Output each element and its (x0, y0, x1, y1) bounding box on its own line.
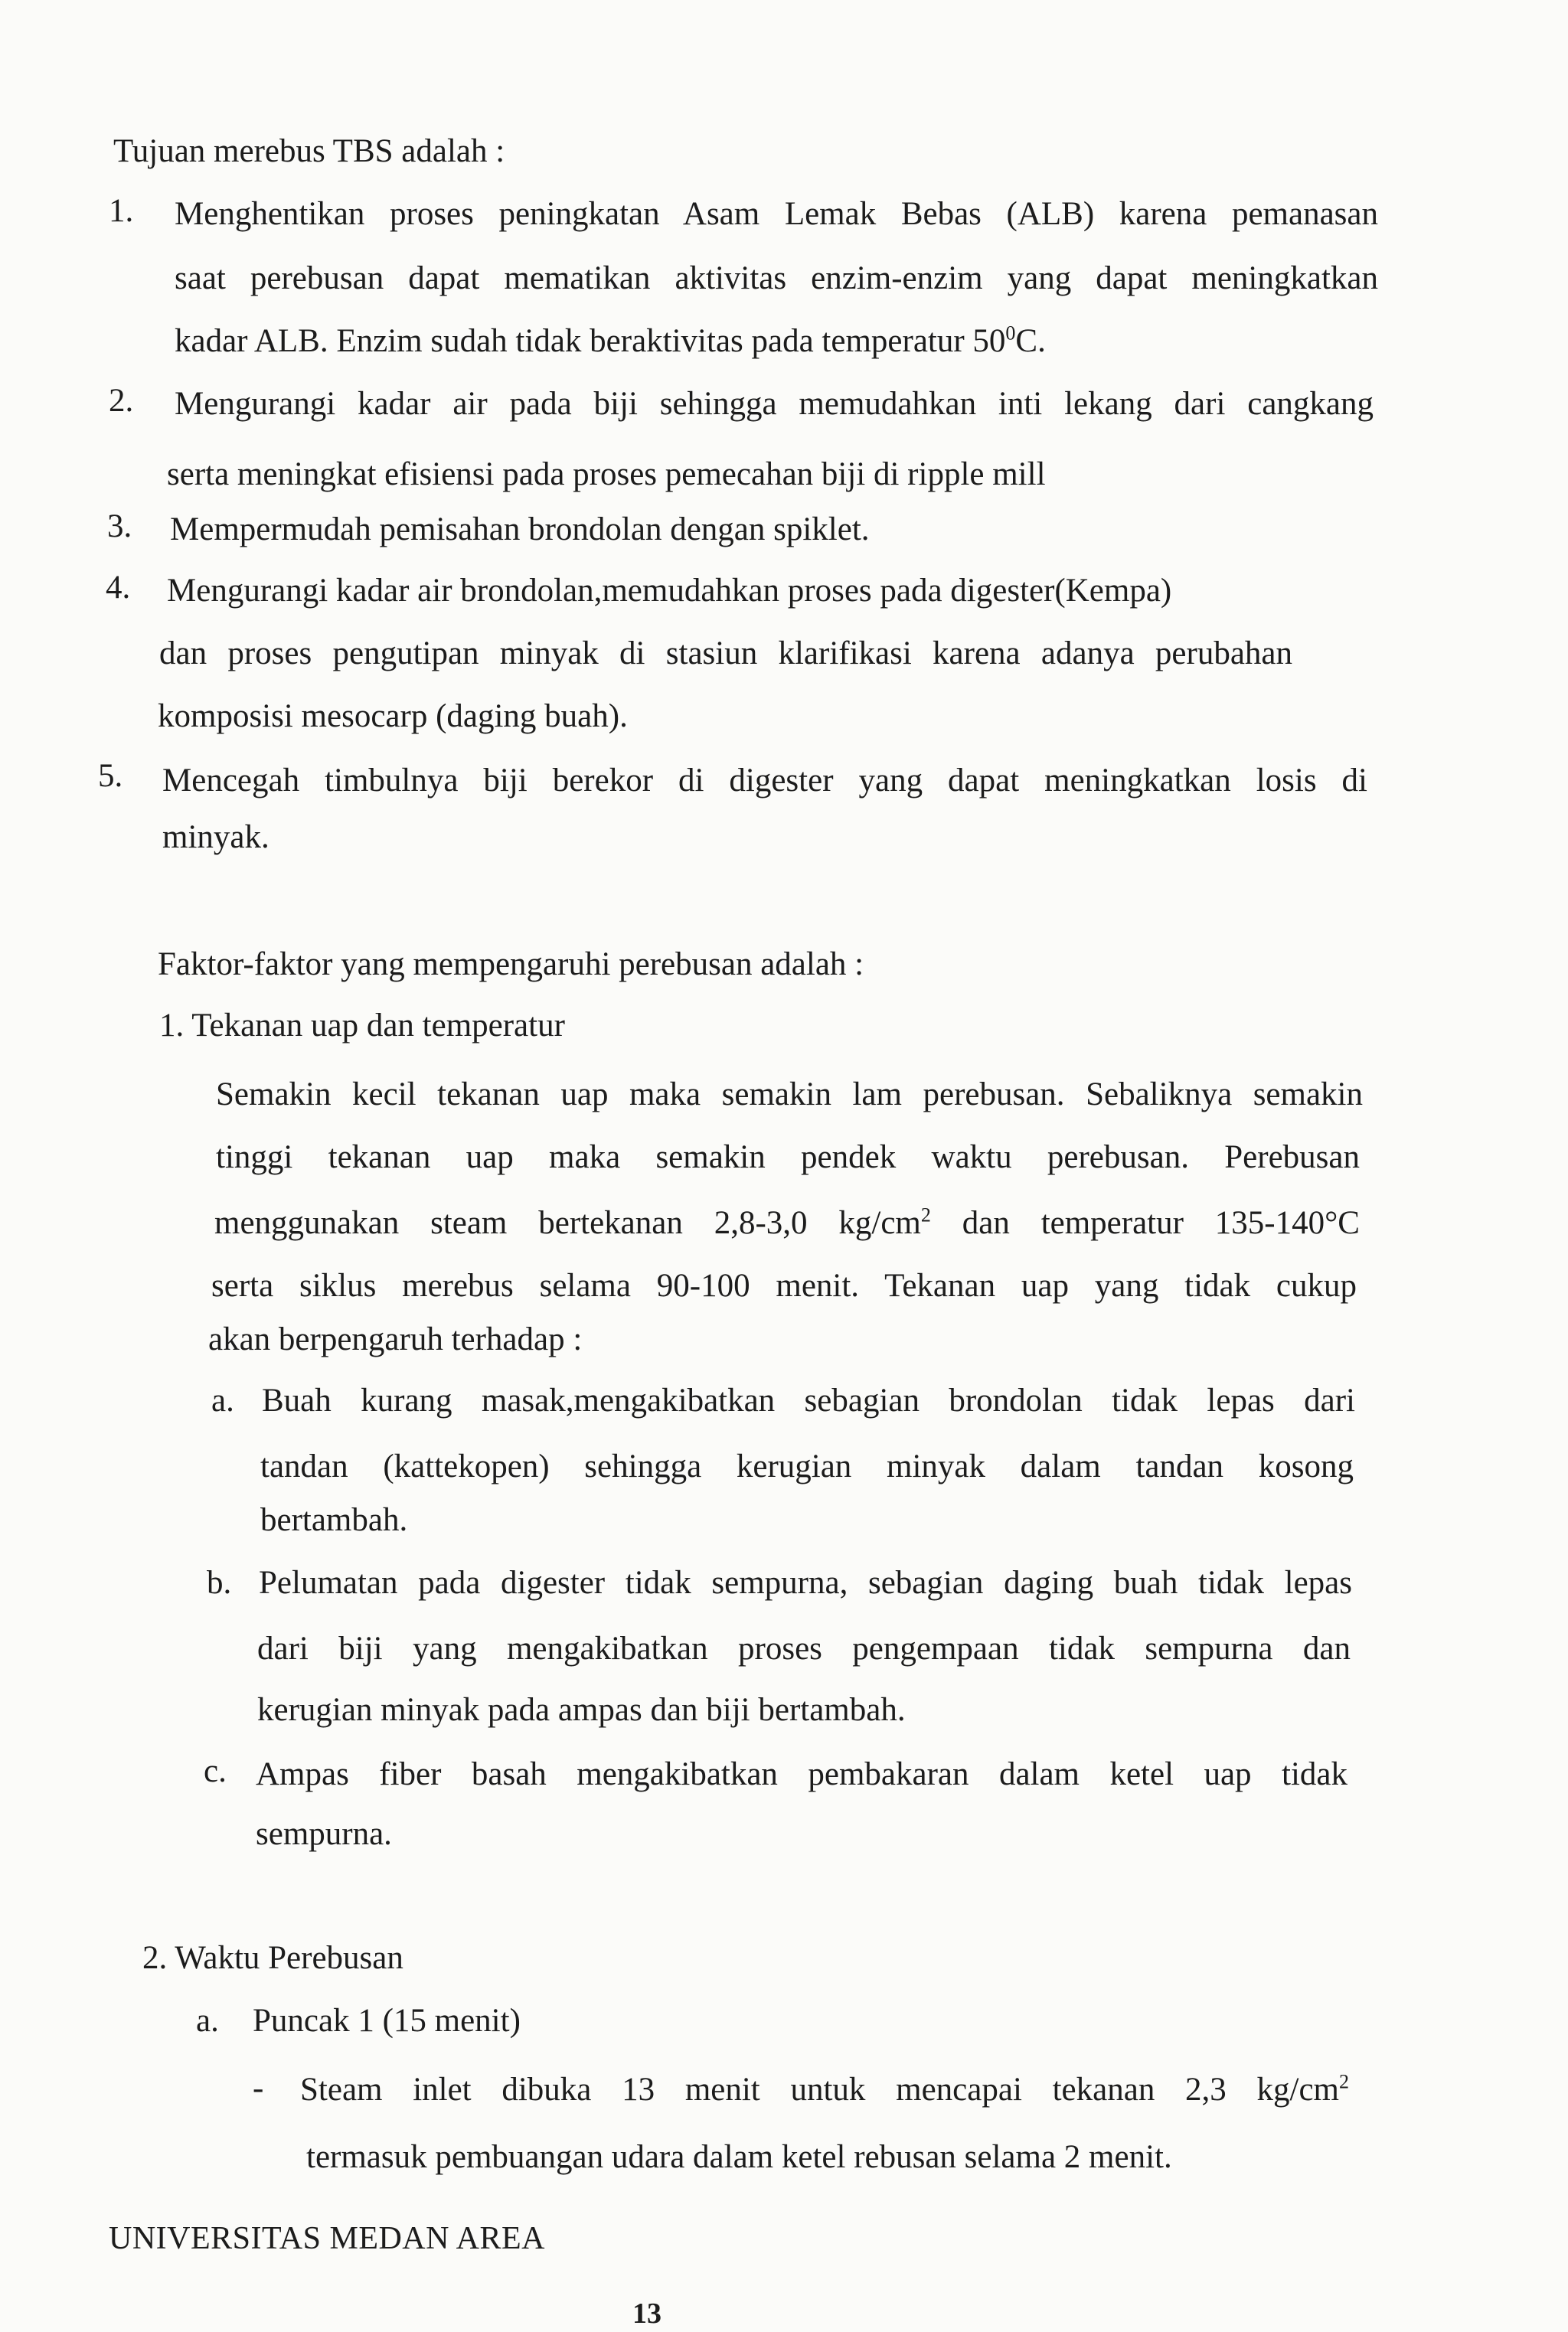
page-number: 13 (632, 2298, 662, 2330)
sub-item-text: bertambah. (260, 1502, 408, 1538)
dash-item-text: Steam inlet dibuka 13 menit untuk mencapai tekanan 2,3 $kg/cm^2$ (300, 2070, 1349, 2108)
list-number: 1. (109, 193, 134, 229)
sub-item-text: tandan (kattekopen) sehingga kerugian minyak dalam tandan kosong (260, 1449, 1354, 1484)
footer-institution: UNIVERSITAS MEDAN AREA (109, 2221, 545, 2256)
list-number: 2. (109, 383, 134, 419)
list-item-text: serta meningkat efisiensi pada proses pemecahan biji di ripple mill (167, 456, 1046, 492)
list-item-text: Menghentikan proses peningkatan Asam Lemak Bebas (ALB) karena pemanasan (175, 196, 1378, 232)
dash-item-text: termasuk pembuangan udara dalam ketel rebusan selama 2 menit. (306, 2139, 1172, 2175)
factor-title: 2. Waktu Perebusan (142, 1940, 403, 1976)
sub-letter: a. (211, 1383, 234, 1419)
sub-item-text: kerugian minyak pada ampas dan biji bertambah. (257, 1692, 906, 1728)
paragraph-line: menggunakan steam bertekanan 2,8-3,0 $kg/cm^2$ dan temperatur 135-140°C (214, 1204, 1360, 1241)
sub-letter: c. (204, 1753, 227, 1789)
sub-item-text: dari biji yang mengakibatkan proses pengempaan tidak sempurna dan (257, 1631, 1351, 1667)
paragraph-line: akan berpengaruh terhadap : (208, 1321, 583, 1357)
list-item-text: dan proses pengutipan minyak di stasiun klarifikasi karena adanya perubahan (159, 635, 1292, 671)
list-item-text: kadar ALB. Enzim sudah tidak beraktivitas pada temperatur $50^0C$. (175, 322, 1046, 359)
list-item-text: Mengurangi kadar air brondolan,memudahkan proses pada digester(Kempa) (167, 573, 1172, 609)
list-item-text: Mencegah timbulnya biji berekor di digester yang dapat meningkatkan losis di (162, 763, 1367, 799)
sub-letter: b. (207, 1565, 232, 1601)
list-item-text: Mempermudah pemisahan brondolan dengan spiklet. (170, 511, 870, 547)
sub-item-text: Ampas fiber basah mengakibatkan pembakaran dalam ketel uap tidak (256, 1756, 1348, 1792)
sub-item-title: Puncak 1 (15 menit) (253, 2003, 521, 2039)
intro-heading: Tujuan merebus TBS adalah : (113, 133, 505, 169)
factors-heading: Faktor-faktor yang mempengaruhi perebusan adalah : (158, 946, 864, 982)
paragraph-line: tinggi tekanan uap maka semakin pendek waktu perebusan. Perebusan (216, 1139, 1360, 1175)
sub-item-text: Pelumatan pada digester tidak sempurna, sebagian daging buah tidak lepas (259, 1565, 1352, 1601)
list-item-text: Mengurangi kadar air pada biji sehingga memudahkan inti lekang dari cangkang (175, 386, 1374, 422)
list-number: 5. (98, 758, 123, 794)
dash-bullet: - (253, 2070, 264, 2106)
sub-item-text: sempurna. (256, 1816, 392, 1852)
list-item-text: saat perebusan dapat mematikan aktivitas enzim-enzim yang dapat meningkatkan (175, 260, 1378, 296)
list-item-text: komposisi mesocarp (daging buah). (158, 698, 628, 734)
factor-title: 1. Tekanan uap dan temperatur (159, 1008, 565, 1044)
list-number: 4. (106, 570, 131, 606)
paragraph-line: Semakin kecil tekanan uap maka semakin lam perebusan. Sebaliknya semakin (216, 1076, 1363, 1112)
sub-item-text: Buah kurang masak,mengakibatkan sebagian brondolan tidak lepas dari (262, 1383, 1355, 1419)
sub-letter: a. (196, 2003, 219, 2039)
list-number: 3. (107, 508, 132, 544)
paragraph-line: serta siklus merebus selama 90-100 menit. Tekanan uap yang tidak cukup (211, 1268, 1357, 1304)
list-item-text: minyak. (162, 819, 270, 855)
